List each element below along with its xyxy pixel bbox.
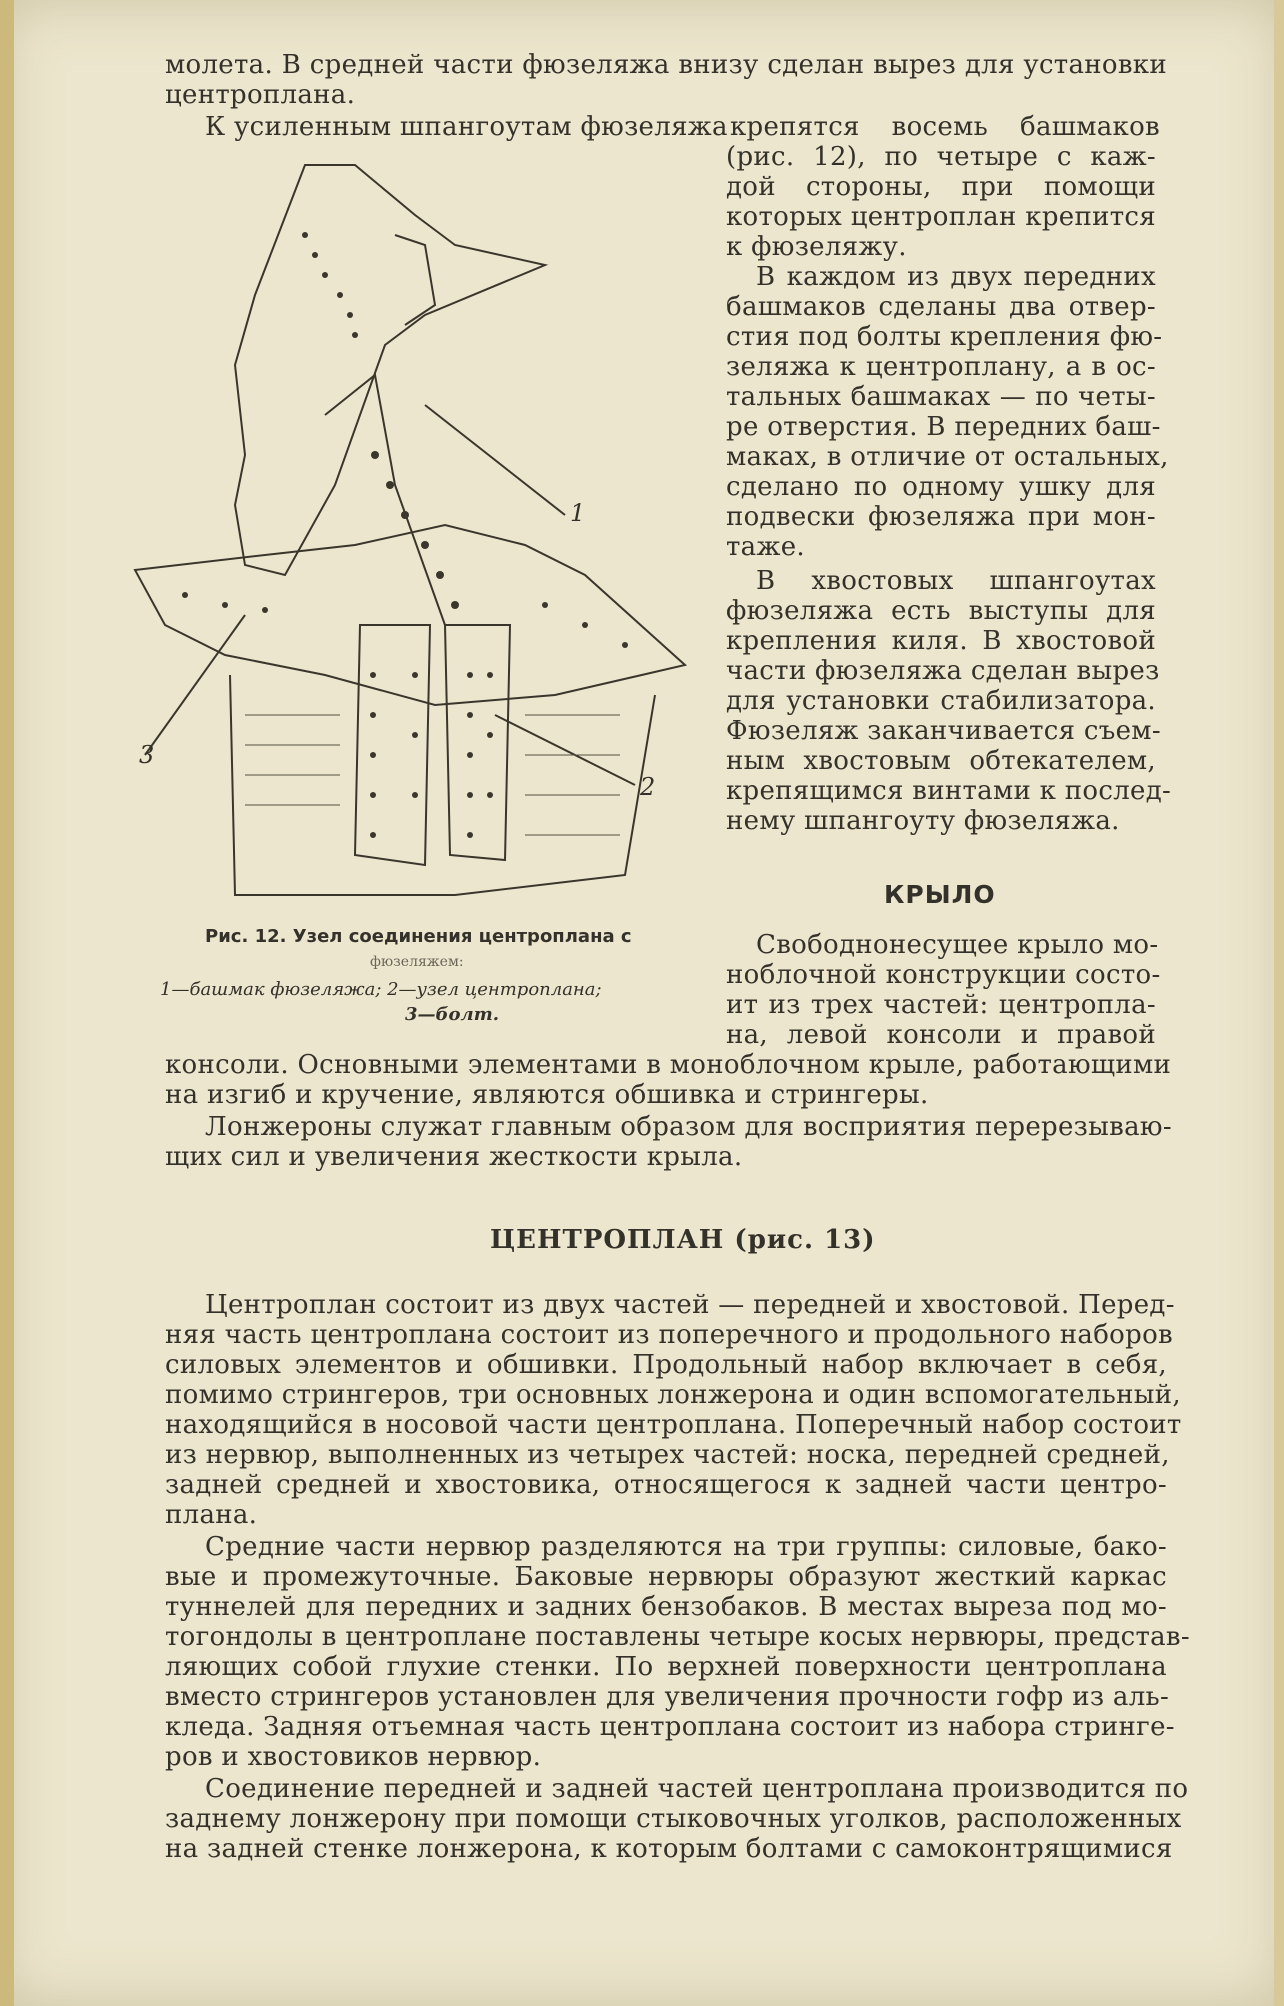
column-line: к фюзеляжу. — [726, 232, 907, 262]
text-line: Средние части нервюр разделяются на три группы: силовые, бако- — [205, 1532, 1167, 1562]
text-line: вые и промежуточные. Баковые нервюры образуют жесткий каркас — [165, 1562, 1167, 1592]
column-line: зеляжа к центроплану, а в ос- — [726, 352, 1156, 382]
section-heading-krylo: КРЫЛО — [884, 880, 996, 909]
text-line: ров и хвостовиков нервюр. — [165, 1742, 542, 1772]
text-line: центроплана. — [165, 80, 356, 110]
page-edge-left — [0, 0, 14, 2006]
column-line: ит из трех частей: центропла- — [726, 990, 1156, 1020]
figure-caption-legend-end: 3—болт. — [405, 1004, 500, 1025]
column-line: ре отверстия. В передних баш- — [726, 412, 1161, 442]
figure-12-illustration — [125, 155, 715, 915]
column-line: части фюзеляжа сделан вырез — [726, 656, 1160, 686]
text-line: кледа. Задняя отъемная часть центроплана состоит из набора стринге- — [165, 1712, 1175, 1742]
marker-1: 1 — [570, 499, 586, 527]
text-line: Центроплан состоит из двух частей — передней и хвостовой. Перед- — [205, 1290, 1175, 1320]
text-line: туннелей для передних и задних бензобаков. В местах выреза под мо- — [165, 1592, 1167, 1622]
column-line: ным хвостовым обтекателем, — [726, 746, 1156, 776]
text-line: задней средней и хвостовика, относящегося к задней части центро- — [165, 1470, 1167, 1500]
text-line: няя часть центроплана состоит из поперечного и продольного наборов — [165, 1320, 1173, 1350]
text-line: вместо стрингеров установлен для увеличения прочности гофр из аль- — [165, 1682, 1170, 1712]
section-heading-centroplan: ЦЕНТРОПЛАН (рис. 13) — [490, 1225, 876, 1255]
column-line: В хвостовых шпангоутах — [756, 566, 1156, 596]
text-line: плана. — [165, 1500, 258, 1530]
text-line: Лонжероны служат главным образом для восприятия перерезываю- — [205, 1112, 1172, 1142]
column-line: крепящимся винтами к послед- — [726, 776, 1172, 806]
text-line: на изгиб и кручение, являются обшивка и стрингеры. — [165, 1080, 929, 1110]
column-line: ноблочной конструкции состо- — [726, 960, 1161, 990]
figure-caption-legend: 1—башмак фюзеляжа; 2—узел центроплана; — [160, 979, 602, 1000]
column-line: дой стороны, при помощи — [726, 172, 1156, 202]
text-line: на задней стенке лонжерона, к которым болтами с самоконтрящимися — [165, 1834, 1173, 1864]
column-line: подвески фюзеляжа при мон- — [726, 502, 1156, 532]
text-line: тогондолы в центроплане поставлены четыре косых нервюры, представ- — [165, 1622, 1190, 1652]
text-line: молета. В средней части фюзеляжа внизу сделан вырез для установки — [165, 50, 1167, 80]
column-line: тальных башмаках — по четы- — [726, 382, 1156, 412]
column-line: Фюзеляж заканчивается съем- — [726, 716, 1161, 746]
text-line: К усиленным шпангоутам фюзеляжа — [205, 112, 728, 142]
column-line: крепления киля. В хвостовой — [726, 626, 1156, 656]
text-line: щих сил и увеличения жесткости крыла. — [165, 1142, 743, 1172]
column-line: для установки стабилизатора. — [726, 686, 1156, 716]
column-line: на, левой консоли и правой — [726, 1020, 1156, 1050]
column-line: крепятся восемь башмаков — [730, 112, 1160, 142]
column-line: маках, в отличие от остальных, — [726, 442, 1169, 472]
column-line: сделано по одному ушку для — [726, 472, 1156, 502]
text-line: ляющих собой глухие стенки. По верхней поверхности центроплана — [165, 1652, 1167, 1682]
column-line: (рис. 12), по четыре с каж- — [726, 142, 1156, 172]
figure-caption-faded: фюзеляжем: — [370, 954, 464, 970]
column-line: Свободнонесущее крыло мо- — [756, 930, 1159, 960]
text-line: заднему лонжерону при помощи стыковочных уголков, расположенных — [165, 1804, 1182, 1834]
column-line: В каждом из двух передних — [756, 262, 1156, 292]
column-line: фюзеляжа есть выступы для — [726, 596, 1156, 626]
page-edge-right — [1274, 0, 1284, 2006]
text-line: находящийся в носовой части центроплана. Поперечный набор состоит — [165, 1410, 1182, 1440]
column-line: стия под болты крепления фю- — [726, 322, 1163, 352]
text-line: Соединение передней и задней частей центроплана производится по — [205, 1774, 1189, 1804]
text-line: консоли. Основными элементами в моноблочном крыле, работающими — [165, 1050, 1172, 1080]
marker-3: 3 — [139, 741, 155, 769]
figure-caption-title: Рис. 12. Узел соединения центроплана с — [205, 926, 632, 947]
column-line: которых центроплан крепится — [726, 202, 1156, 232]
text-line: помимо стрингеров, три основных лонжерона и один вспомогательный, — [165, 1380, 1181, 1410]
marker-2: 2 — [640, 773, 656, 801]
text-line: силовых элементов и обшивки. Продольный набор включает в себя, — [165, 1350, 1167, 1380]
column-line: башмаков сделаны два отвер- — [726, 292, 1156, 322]
column-line: таже. — [726, 532, 805, 562]
text-line: из нервюр, выполненных из четырех частей: носка, передней средней, — [165, 1440, 1170, 1470]
column-line: нему шпангоуту фюзеляжа. — [726, 806, 1120, 836]
